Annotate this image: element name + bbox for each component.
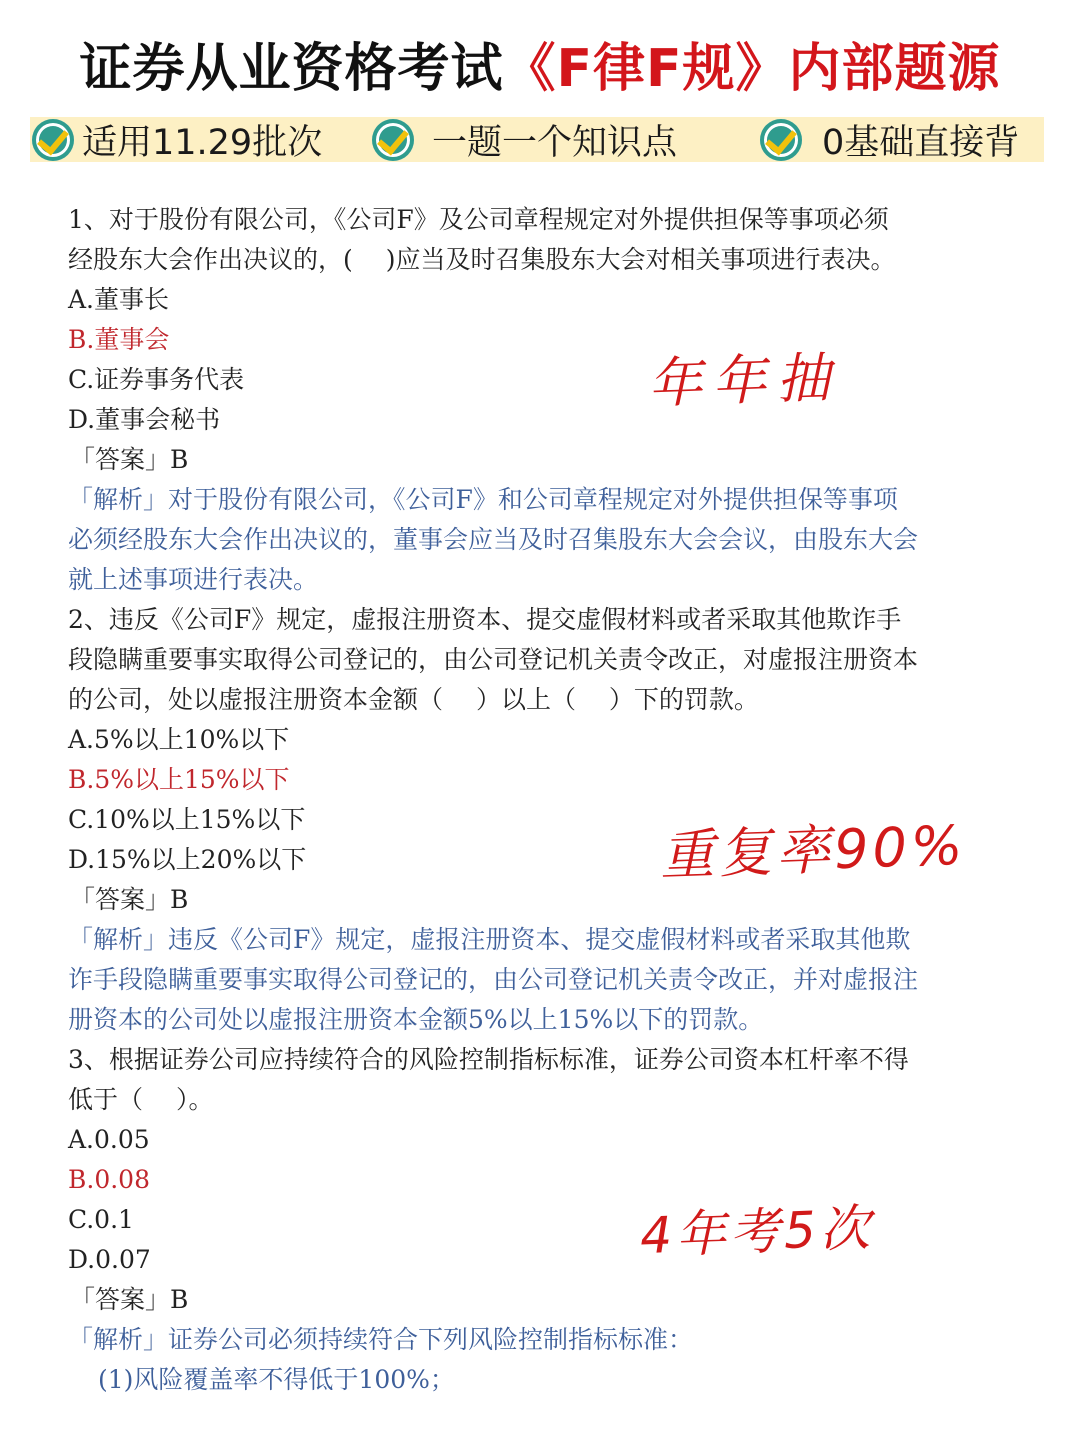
handwritten-note-frequency: 4年考5次 <box>639 1198 875 1266</box>
analysis-line: 就上述事项进行表决。 <box>68 565 319 594</box>
title-main: 证券从业资格考试 <box>79 39 504 99</box>
option-c: C.0.1 <box>68 1205 134 1234</box>
answer-line: 「答案」B <box>70 445 189 474</box>
feature-text: 适用11.29批次 <box>82 123 323 163</box>
feature-item-knowledge <box>372 113 677 167</box>
answer-line: 「答案」B <box>70 1285 189 1314</box>
feature-item-beginner <box>760 113 1019 167</box>
option-a: A.董事长 <box>68 285 170 314</box>
option-b-correct: B.董事会 <box>68 325 170 354</box>
feature-item-batch <box>32 113 322 167</box>
feature-text: 一题一个知识点 <box>432 123 678 163</box>
question-stem: 低于（ ）。 <box>68 1085 214 1114</box>
handwritten-note-repeat-rate: 重复率90% <box>659 813 968 888</box>
option-a: A.0.05 <box>68 1125 150 1154</box>
analysis-line: (1)风险覆盖率不得低于100%； <box>98 1365 455 1394</box>
option-b-correct: B.5%以上15%以下 <box>68 765 290 794</box>
option-a: A.5%以上10%以下 <box>68 725 290 754</box>
check-circle-icon <box>372 119 414 161</box>
question-stem: 2、违反《公司F》规定，虚报注册资本、提交虚假材料或者采取其他欺诈手 <box>68 605 902 634</box>
question-stem: 经股东大会作出决议的，( )应当及时召集股东大会对相关事项进行表决。 <box>68 245 896 274</box>
option-c: C.10%以上15%以下 <box>68 805 306 834</box>
option-c: C.证券事务代表 <box>68 365 245 394</box>
analysis-line: 诈手段隐瞒重要事实取得公司登记的，由公司登记机关责令改正，并对虚报注 <box>68 965 919 994</box>
check-circle-icon <box>760 119 802 161</box>
check-circle-icon <box>32 119 74 161</box>
question-3 <box>68 1040 1028 1400</box>
analysis-line: 「解析」违反《公司F》规定，虚报注册资本、提交虚假材料或者采取其他欺 <box>68 925 911 954</box>
feature-text: 0基础直接背 <box>822 123 1020 163</box>
question-stem: 3、根据证券公司应持续符合的风险控制指标标准，证券公司资本杠杆率不得 <box>68 1045 909 1074</box>
option-d: D.15%以上20%以下 <box>68 845 307 874</box>
question-stem: 段隐瞒重要事实取得公司登记的，由公司登记机关责令改正，对虚报注册资本 <box>68 645 919 674</box>
question-stem: 的公司，处以虚报注册资本金额（ ）以上（ ）下的罚款。 <box>68 685 759 714</box>
analysis-line: 「解析」对于股份有限公司，《公司F》和公司章程规定对外提供担保等事项 <box>68 485 898 514</box>
question-stem: 1、对于股份有限公司，《公司F》及公司章程规定对外提供担保等事项必须 <box>68 205 889 234</box>
title-highlight: 《F律F规》内部题源 <box>503 39 1001 99</box>
option-d: D.董事会秘书 <box>68 405 221 434</box>
analysis-line: 「解析」证券公司必须持续符合下列风险控制指标标准： <box>68 1325 694 1354</box>
page-title <box>0 26 1080 101</box>
answer-line: 「答案」B <box>70 885 189 914</box>
question-1 <box>68 200 1028 600</box>
analysis-line: 必须经股东大会作出决议的，董事会应当及时召集股东大会会议，由股东大会 <box>68 525 919 554</box>
analysis-line: 册资本的公司处以虚报注册资本金额5%以上15%以下的罚款。 <box>68 1005 764 1034</box>
option-b-correct: B.0.08 <box>68 1165 150 1194</box>
option-d: D.0.07 <box>68 1245 151 1274</box>
question-list <box>68 200 1028 1400</box>
handwritten-note-yearly: 年年抽 <box>647 345 842 416</box>
